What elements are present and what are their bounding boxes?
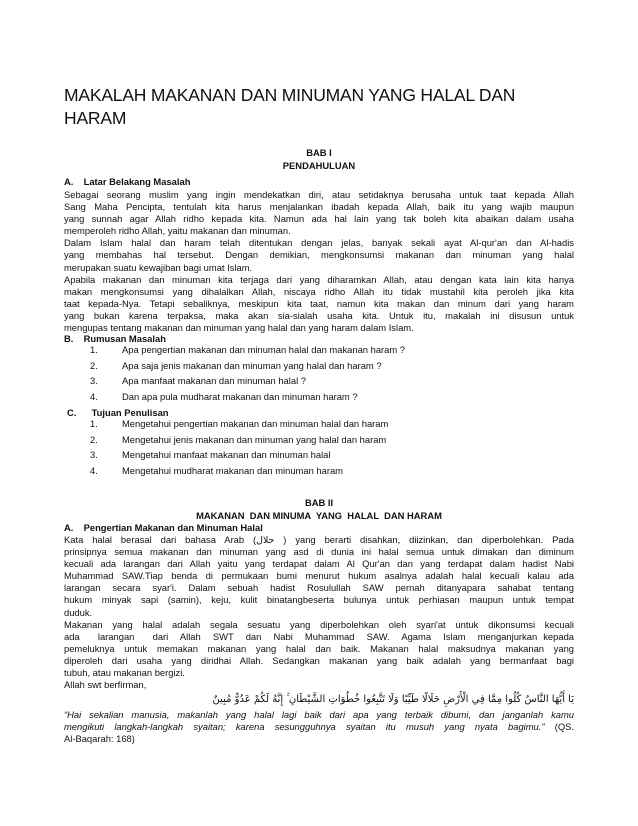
list-item-number: 4. [90,464,98,476]
paragraph-line: yang sunnah agar Allah ridho kepada kita. Namun ada hal lain yang tak boleh kita abaikan dalam usaha [64,213,574,225]
paragraph-line: kecuali ada larangan dari Allah yaitu yang terdapat dalam Al Qur'an dan yang terdapat dalam hadist Nabi [64,558,574,570]
section-c-number: C. [67,407,77,418]
paragraph-line: Apabila makanan dan minuman kita terjaga dari yang diharamkan Allah, atau dengan kata lain kita hanya [64,273,574,285]
section-c-title: Tujuan Penulisan [91,407,169,418]
paragraph-line: Muhammad SAW.Tiap benda di permukaan bumi menurut hukum asalnya adalah halal kecuali kalau ada [64,570,574,582]
translation-line [64,709,574,721]
list-item [64,375,574,391]
pengertian-paragraph [64,534,574,691]
section-b-title: Rumusan Masalah [83,333,166,344]
paragraph-line: prinsipnya semua makanan dan minuman yang asd di dunia ini halal semua untuk dimakan dan diminum [64,546,574,558]
paragraph-line: Kata halal berasal dari bahasa Arab (حلال ) yang berarti disahkan, diizinkan, dan diperbolehkan. Pada [64,534,574,545]
list-item [64,449,574,465]
list-item [64,344,574,360]
latar-belakang-paragraph [64,189,574,334]
bab1-name: PENDAHULUAN [282,160,356,171]
paragraph-line: diperoleh dari usaha yang diridhai Allah. Sedangkan makanan yang baik adalah yang bermanfaat bagi [64,654,574,666]
paragraph-line: ada larangan dari Allah SWT dan Nabi Muhammad SAW. Agama Islam menganjurkan kepada [64,630,574,642]
list-item [64,418,574,434]
bab2-section-a-number: A. [64,522,74,533]
paragraph-line: tubuh, atau makanan bergizi. [64,667,185,679]
list-item-text: Apa manfaat makanan dan minuman halal ? [122,375,306,387]
paragraph-line: Sebagai seorang muslim yang ingin mendekatkan diri, atau setidaknya berusaha untuk taat kepada Allah [64,189,574,200]
paragraph-line: taat kepada-Nya. Tetapi sebaliknya, meskipun kita taat, namun kita makan dan minum dari yang haram [64,297,574,309]
tujuan-penulisan-list [64,418,574,480]
list-item-text: Apa pengertian makanan dan minuman halal dan makanan haram ? [122,344,405,355]
list-item [64,465,574,481]
list-item-text: Mengetahui manfaat makanan dan minuman halal [122,449,331,461]
paragraph-line: yang membahas hal tersebut. Dengan demikian, mengkonsumsi makanan dan minuman yang halal [64,249,574,261]
list-item-number: 2. [90,359,98,371]
section-a-number: A. [64,176,74,187]
paragraph-line: larangan secara syar'i. Dalam sebuah hadist Rosulullah SAW pernah ditanyapara sahabat tentang [64,582,574,594]
bab2-name: MAKANAN DAN MINUMA YANG HALAL DAN HARAM [196,510,442,521]
bab2-label: BAB II [304,497,334,508]
document-title: MAKALAH MAKANAN DAN MINUMAN YANG HALAL DAN HARAM [64,85,516,128]
paragraph-line: hukum minyak sapi (samin), keju, kulit binatangbeserta bulunya untuk perhiasan maupun untuk tempat [64,594,574,606]
list-item-number: 1. [90,344,98,355]
translation-line [64,721,574,733]
verse-translation [64,709,574,745]
list-item-text: Mengetahui mudharat makanan dan minuman haram [122,464,343,476]
paragraph-line: Dalam Islam halal dan haram telah ditentukan dengan jelas, banyak sekali ayat Al-qur'an dan Al-hadis [64,237,574,249]
list-item-number: 1. [90,418,98,429]
translation-text: mengikuti langkah-langkah syaitan; karena sesungguhnya syaitan itu musuh yang nyata bagimu.” [64,721,545,733]
paragraph-line: duduk. [64,606,93,618]
paragraph-line: memperoleh ridho Allah, yaitu makanan dan minuman. [64,225,291,237]
verse-reference-line: Al-Baqarah: 168) [64,733,135,745]
list-item-number: 3. [90,375,98,387]
paragraph-line: mengupas tentang makanan dan minuman yang halal dan yang haram dalam Islam. [64,322,414,334]
paragraph-line: Allah swt berfirman, [64,679,147,691]
list-item-text: Apa saja jenis makanan dan minuman yang halal dan haram ? [122,359,382,371]
list-item-number: 2. [90,433,98,445]
paragraph-line: merupakan suatu kewajiban bagi umat Islam. [64,261,253,273]
section-b-number: B. [64,333,74,344]
list-item-text: Mengetahui pengertian makanan dan minuman halal dan haram [122,418,389,429]
list-item [64,360,574,376]
bab2-section-a-title: Pengertian Makanan dan Minuman Halal [83,522,263,533]
paragraph-line: Sang Maha Pencipta, tentulah kita harus menjalankan ibadah kepada Allah, baik itu yang wajib maupun [64,201,574,213]
paragraph-line: Makanan yang halal adalah segala sesuatu yang diperbolehkan oleh syari'at untuk dikonsumsi kecuali [64,618,574,630]
rumusan-masalah-list [64,344,574,406]
paragraph-line: yang bukan karena terpaksa, maka akan sia-sialah usaha kita. Untuk itu, makalah ini disusun untuk [64,309,574,321]
section-a-title: Latar Belakang Masalah [83,176,191,187]
section-a-heading [64,176,190,188]
list-item-text: Dan apa pula mudharat makanan dan minuman haram ? [122,390,358,402]
list-item [64,391,574,407]
verse-reference: (QS. [554,721,574,733]
list-item-text: Mengetahui jenis makanan dan minuman yang halal dan haram [122,433,387,445]
quran-verse-arabic: يَا أَيُّهَا النَّاسُ كُلُوا مِمَّا فِي الْأَرْضِ حَلَالًا طَيِّبًا وَلَا تَتَّبِعُوا خُطُوَاتِ الشَّيْطَانِ ۚ إِنَّهُ لَكُمْ عَدُوٌّ مُبِينٌ [212,694,574,705]
list-item-number: 4. [90,390,98,402]
paragraph-line: pemeluknya untuk memakan makanan yang halal dan baik. Makanan halal maksudnya makanan yang [64,642,574,654]
list-item-number: 3. [90,449,98,461]
bab2-section-a-heading [64,522,263,534]
translation-text: “Hai sekalian manusia, makanlah yang halal lagi baik dari apa yang terbaik dibumi, dan janganlah kamu [64,709,574,720]
paragraph-line: makan mengkonsumsi yang dihalalkan Allah, niscaya ridho Allah itu tidak mustahil kita peroleh jika kita [64,285,574,297]
list-item [64,434,574,450]
bab1-label: BAB I [306,147,332,158]
